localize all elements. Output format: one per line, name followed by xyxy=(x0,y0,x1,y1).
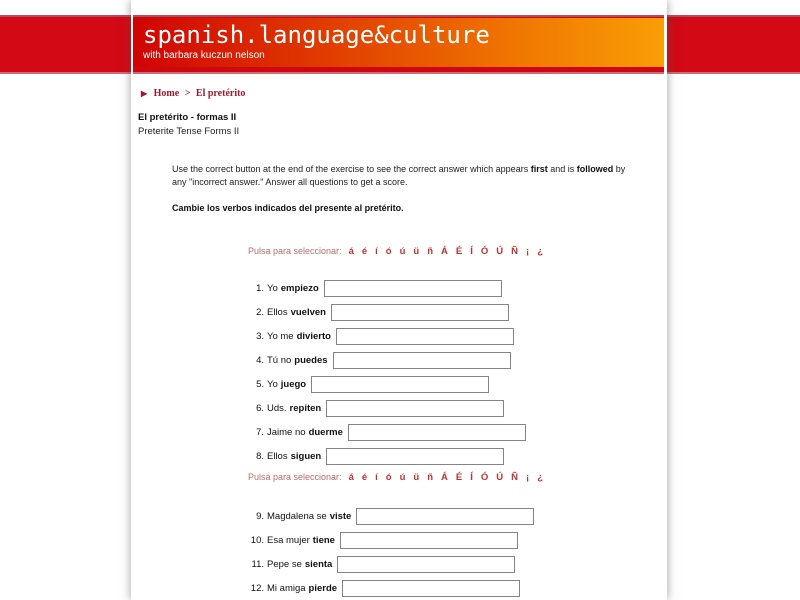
question-verb: repiten xyxy=(289,402,322,414)
question-row xyxy=(248,303,509,321)
page-title: El pretérito - formas II xyxy=(138,112,237,123)
instructions-text: by any "incorrect answer." Answer all questions to get a score. xyxy=(172,164,626,187)
answer-input-7[interactable] xyxy=(348,424,526,441)
page-subtitle: Preterite Tense Forms II xyxy=(138,126,240,137)
site-title: spanish.language&culture xyxy=(143,21,490,49)
question-row xyxy=(248,351,511,369)
answer-input-2[interactable] xyxy=(331,304,509,321)
question-verb: duerme xyxy=(308,426,343,438)
question-row xyxy=(248,375,489,393)
accent-char-link[interactable]: ñ xyxy=(427,472,434,483)
accent-char-link[interactable]: ü xyxy=(413,246,420,257)
breadcrumb-arrow-icon: ▶ xyxy=(141,89,148,98)
question-row xyxy=(248,531,518,549)
accent-char-link[interactable]: Ó xyxy=(480,472,489,483)
question-verb: siguen xyxy=(290,450,322,462)
content-column xyxy=(131,0,667,600)
instructions-bold-first: first xyxy=(530,164,548,174)
answer-input-6[interactable] xyxy=(326,400,504,417)
question-number: 4. xyxy=(256,354,264,366)
question-subject: Yo xyxy=(267,378,278,390)
accent-char-link[interactable]: í xyxy=(375,246,378,257)
accent-selector-row-1 xyxy=(248,246,547,257)
accent-char-link[interactable]: ü xyxy=(413,472,420,483)
question-subject: Yo xyxy=(267,282,278,294)
breadcrumb-current: El pretérito xyxy=(195,88,246,99)
answer-input-9[interactable] xyxy=(356,508,534,525)
accent-selector-label: Pulsa para seleccionar: xyxy=(248,472,342,482)
question-subject: Ellos xyxy=(267,306,288,318)
accent-char-link[interactable]: ó xyxy=(385,246,392,257)
question-verb: tiene xyxy=(312,534,335,546)
site-banner xyxy=(133,18,664,67)
question-verb: vuelven xyxy=(290,306,326,318)
accent-char-link[interactable]: Ú xyxy=(496,246,504,257)
answer-input-12[interactable] xyxy=(342,580,520,597)
accent-char-link[interactable]: ñ xyxy=(427,246,434,257)
question-subject: Ellos xyxy=(267,450,288,462)
question-number: 1. xyxy=(256,282,264,294)
question-verb: puedes xyxy=(294,354,328,366)
question-subject: Magdalena se xyxy=(267,510,327,522)
question-row xyxy=(248,507,534,525)
accent-char-link[interactable]: ¡ xyxy=(526,472,530,483)
question-number: 6. xyxy=(256,402,264,414)
accent-char-link[interactable]: í xyxy=(375,472,378,483)
question-row xyxy=(248,279,502,297)
question-verb: pierde xyxy=(308,582,338,594)
breadcrumb-home-link[interactable]: Home xyxy=(153,88,180,99)
accent-char-link[interactable]: Ñ xyxy=(511,246,519,257)
answer-input-11[interactable] xyxy=(337,556,515,573)
accent-char-link[interactable]: Ó xyxy=(480,246,489,257)
answer-input-4[interactable] xyxy=(333,352,511,369)
question-verb: viste xyxy=(329,510,352,522)
question-verb: empiezo xyxy=(280,282,319,294)
site-subtitle: with barbara kuczun nelson xyxy=(143,50,265,61)
answer-input-1[interactable] xyxy=(324,280,502,297)
breadcrumb xyxy=(141,88,245,99)
accent-selector-row-2 xyxy=(248,472,547,483)
accent-char-link[interactable]: ¿ xyxy=(537,472,544,483)
question-subject: Pepe se xyxy=(267,558,302,570)
question-verb: divierto xyxy=(296,330,331,342)
question-subject: Uds. xyxy=(267,402,287,414)
accent-char-link[interactable]: ¡ xyxy=(526,246,530,257)
accent-char-link[interactable]: Ú xyxy=(496,472,504,483)
question-subject: Jaime no xyxy=(267,426,306,438)
accent-char-link[interactable]: Í xyxy=(470,472,473,483)
question-row xyxy=(248,327,514,345)
question-number: 3. xyxy=(256,330,264,342)
question-number: 8. xyxy=(256,450,264,462)
spanish-instruction: Cambie los verbos indicados del presente al pretérito. xyxy=(172,203,404,213)
question-row xyxy=(248,423,526,441)
accent-char-link[interactable]: á xyxy=(348,472,354,483)
instructions-text: Use the correct button at the end of the exercise to see the correct answer which appears xyxy=(172,164,531,174)
accent-char-link[interactable]: É xyxy=(455,472,463,483)
question-row xyxy=(248,447,504,465)
site-banner-frame xyxy=(133,15,664,74)
answer-input-10[interactable] xyxy=(340,532,518,549)
question-subject: Yo me xyxy=(267,330,294,342)
accent-char-link[interactable]: á xyxy=(348,246,354,257)
question-subject: Mi amiga xyxy=(267,582,306,594)
instructions-bold-followed: followed xyxy=(576,164,614,174)
question-number: 10. xyxy=(250,534,264,546)
question-number: 5. xyxy=(256,378,264,390)
question-number: 11. xyxy=(251,558,264,570)
question-number: 7. xyxy=(256,426,264,438)
answer-input-8[interactable] xyxy=(326,448,504,465)
answer-input-3[interactable] xyxy=(336,328,514,345)
accent-char-link[interactable]: ¿ xyxy=(537,246,544,257)
accent-char-link[interactable]: ú xyxy=(399,246,406,257)
breadcrumb-separator: > xyxy=(184,88,191,99)
question-row xyxy=(248,555,515,573)
question-number: 2. xyxy=(256,306,264,318)
answer-input-5[interactable] xyxy=(311,376,489,393)
accent-char-link[interactable]: Á xyxy=(441,472,448,483)
accent-char-link[interactable]: É xyxy=(455,246,463,257)
accent-char-link[interactable]: é xyxy=(361,472,368,483)
question-number: 9. xyxy=(256,510,264,522)
question-subject: Tú no xyxy=(267,354,292,366)
question-row xyxy=(248,399,504,417)
question-verb: juego xyxy=(280,378,307,390)
question-subject: Esa mujer xyxy=(267,534,310,546)
accent-char-link[interactable]: Í xyxy=(470,246,473,257)
question-verb: sienta xyxy=(304,558,333,570)
accent-char-link[interactable]: ó xyxy=(385,472,392,483)
accent-char-link[interactable]: é xyxy=(361,246,368,257)
instructions-text: and is xyxy=(547,164,577,174)
accent-selector-label: Pulsa para seleccionar: xyxy=(248,246,342,256)
accent-char-link[interactable]: Ñ xyxy=(511,472,519,483)
question-row xyxy=(248,579,520,597)
accent-char-link[interactable]: Á xyxy=(441,246,448,257)
accent-char-link[interactable]: ú xyxy=(399,472,406,483)
exercise-instructions xyxy=(172,163,634,189)
question-number: 12. xyxy=(250,582,264,594)
